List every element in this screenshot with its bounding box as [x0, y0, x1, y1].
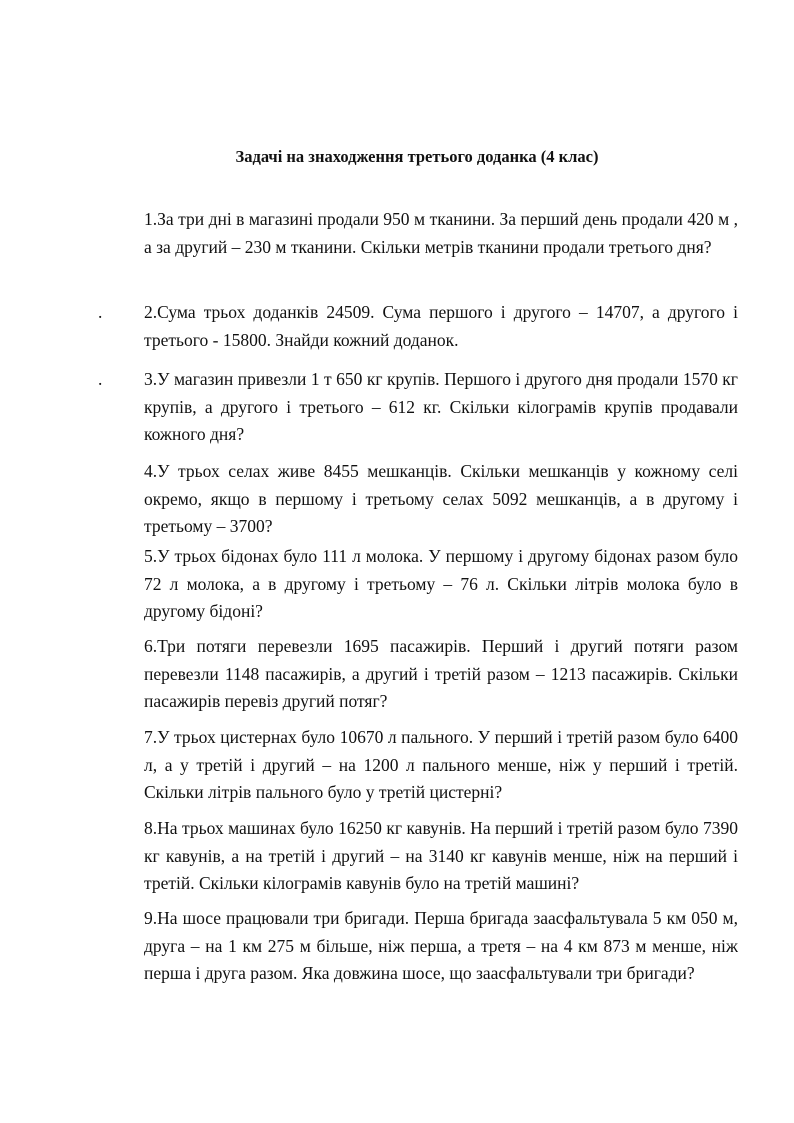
problem-3: 3.У магазин привезли 1 т 650 кг крупів. Першого і другого дня продали 1570 кг крупів, а другого і третього – 612 кг. Скільки кілограмів крупів продавали кожного дня? [144, 369, 738, 444]
problem-5: 5.У трьох бідонах було 111 л молока. У першому і другому бідонах разом було 72 л молока, а в другому і третьому – 76 л. Скільки літрів молока було в другому бідоні? [144, 546, 738, 621]
problem-8: 8.На трьох машинах було 16250 кг кавунів. На перший і третій разом було 7390 кг кавунів, а на третій і другий – на 3140 кг кавунів менше, ніж на перший і третій. Скільки кілограмів кавунів було на третій машині? [144, 818, 738, 893]
page-title: Задачі на знаходження третього доданка (4 клас) [235, 147, 599, 166]
problem-6: 6.Три потяги перевезли 1695 пасажирів. Перший і другий потяги разом перевезли 1148 пасажирів, а другий і третій разом – 1213 пасажирів. Скільки пасажирів перевіз другий потяг? [144, 636, 738, 711]
problem-1: 1.За три дні в магазині продали 950 м тканини. За перший день продали 420 м , а за другий – 230 м тканини. Скільки метрів тканини продали третього дня? [144, 209, 738, 257]
problem-9: 9.На шосе працювали три бригади. Перша бригада заасфальтувала 5 км 050 м, друга – на 1 км 275 м більше, ніж перша, а третя – на 4 км 873 м менше, ніж перша і друга разом. Яка довжина шосе, що заасфальтували три бригади? [144, 908, 738, 983]
problem-7: 7.У трьох цистернах було 10670 л пального. У перший і третій разом було 6400 л, а у третій і другий – на 1200 л пального менше, ніж у перший і третій. Скільки літрів пального було у третій цистерні? [144, 727, 738, 802]
margin-mark: . [98, 302, 103, 322]
margin-mark: . [98, 369, 103, 389]
problem-4: 4.У трьох селах живе 8455 мешканців. Скільки мешканців у кожному селі окремо, якщо в першому і третьому селах 5092 мешканців, а в другому і третьому – 3700? [144, 461, 738, 536]
problem-2: 2.Сума трьох доданків 24509. Сума першого і другого – 14707, а другого і третього - 15800. Знайди кожний доданок. [144, 302, 738, 350]
